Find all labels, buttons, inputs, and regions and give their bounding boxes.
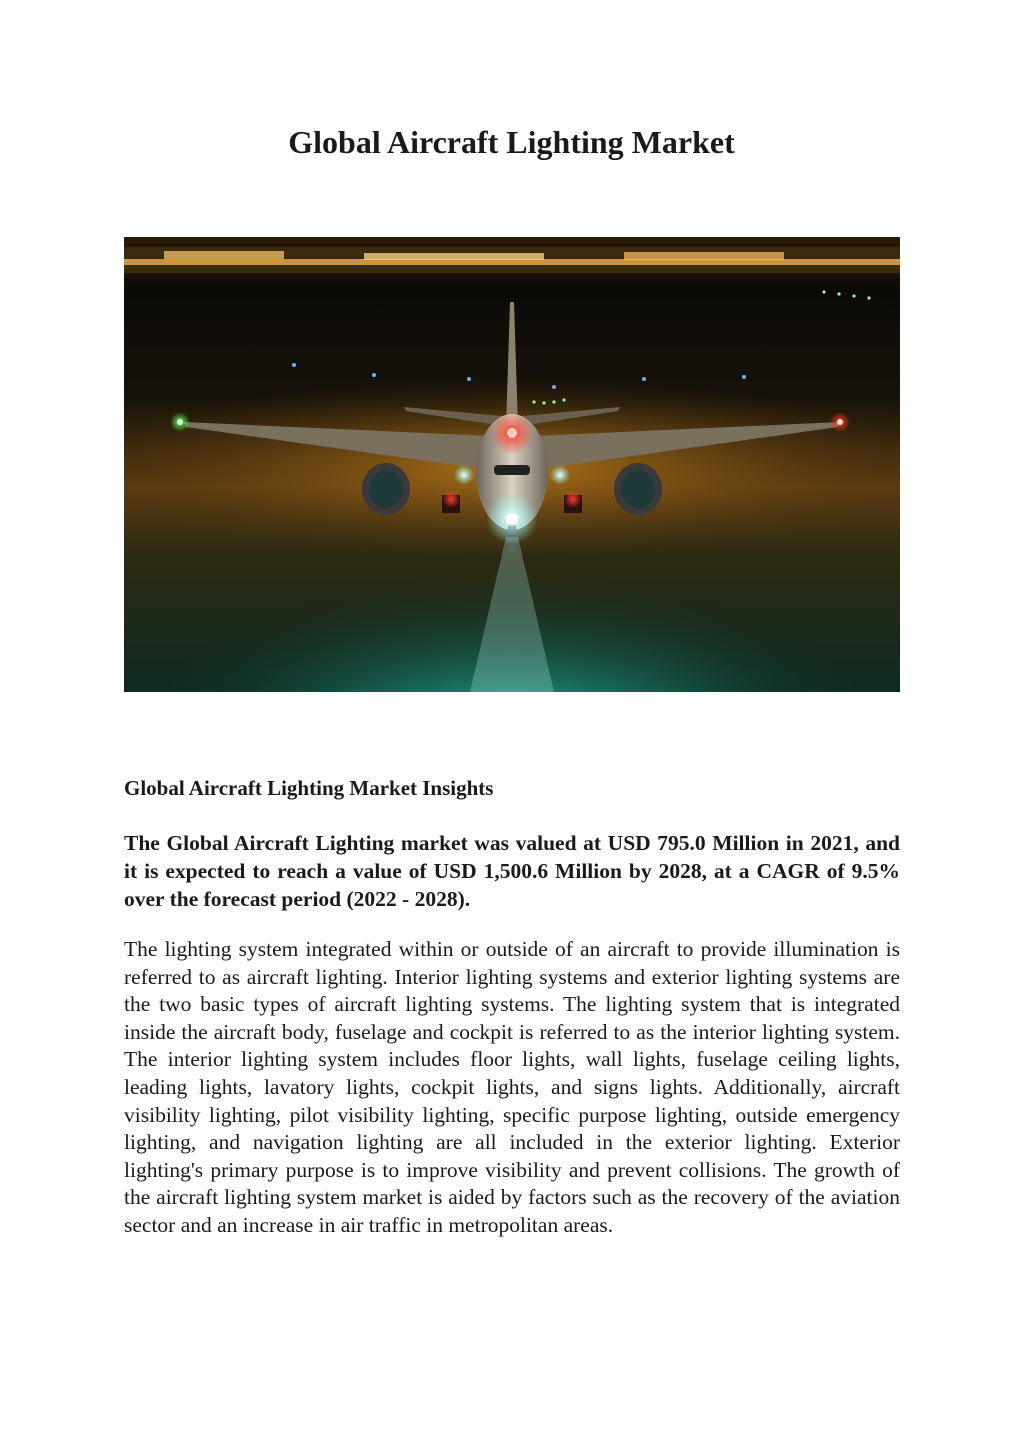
aircraft-night-illustration (124, 237, 900, 692)
section-heading: Global Aircraft Lighting Market Insights (124, 776, 494, 800)
page-title: Global Aircraft Lighting Market (288, 124, 735, 160)
lead-paragraph: The Global Aircraft Lighting market was valued at USD 795.0 Million in 2021, and it is expected to reach a value of USD 1,500.6 Million by 2028, at a CAGR of 9.5% over the forecast period (2022 - 2028). (124, 831, 900, 911)
body-paragraph: The lighting system integrated within or outside of an aircraft to provide illumination is referred to as aircraft lighting. Interior lighting systems and exterior lighting systems are the two basic types of aircraft lighting systems. The lighting system that is integrated inside the aircraft body, fuselage and cockpit is referred to as the interior lighting system. The interior lighting system includes floor lights, wall lights, fuselage ceiling lights, leading lights, lavatory lights, cockpit lights, and signs lights. Additionally, aircraft visibility lighting, pilot visibility lighting, specific purpose lighting, outside emergency lighting, and navigation lighting are all included in the exterior lighting. Exterior lighting's primary purpose is to improve visibility and prevent collisions. The growth of the aircraft lighting system market is aided by factors such as the recovery of the aviation sector and an increase in air traffic in metropolitan areas. (124, 937, 900, 1237)
hero-image (124, 237, 900, 692)
